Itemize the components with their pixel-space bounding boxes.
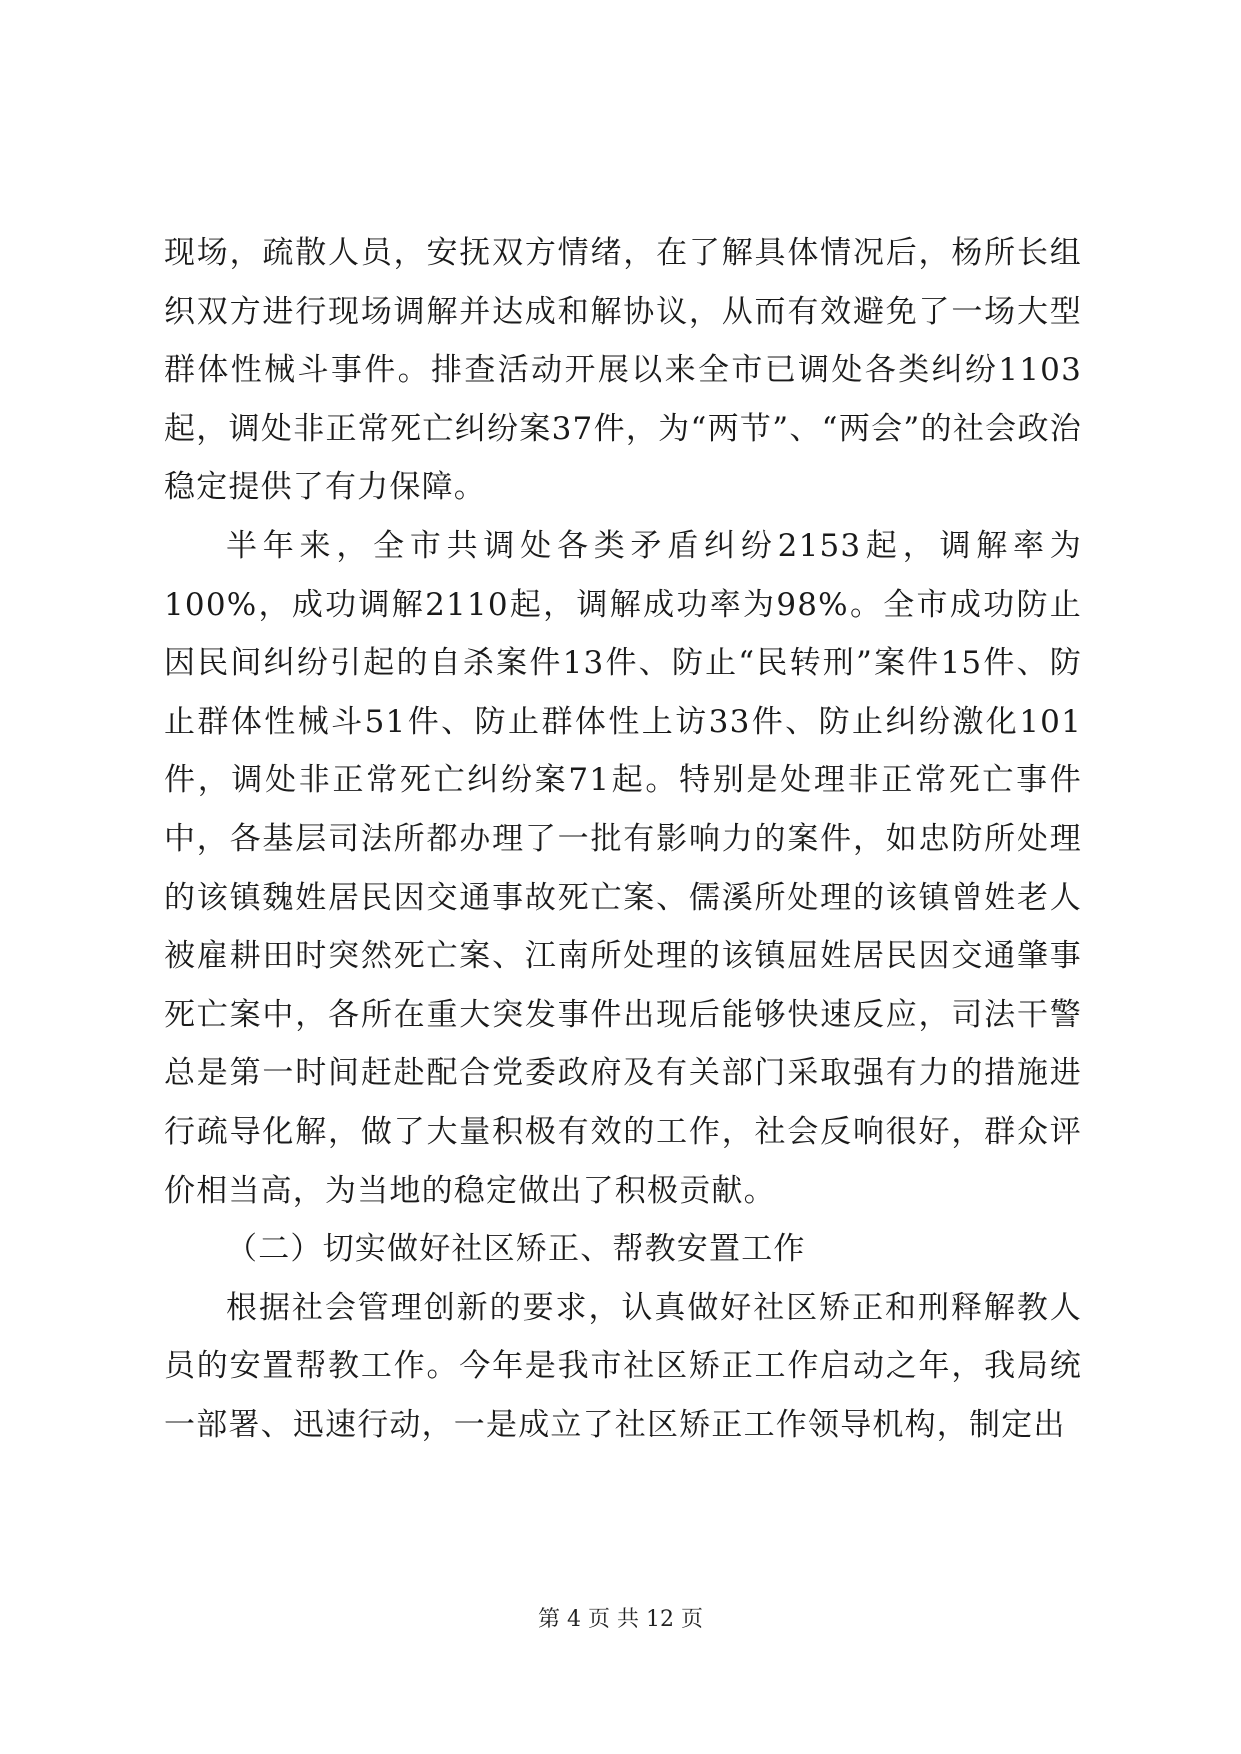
paragraph-continued: 现场，疏散人员，安抚双方情绪，在了解具体情况后，杨所长组织双方进行现场调解并达成和解协议，从而有效避免了一场大型群体性械斗事件。排查活动开展以来全市已调处各类纠纷1103起，调处非正常死亡纠纷案37件，为“两节”、“两会”的社会政治稳定提供了有力保障。 <box>164 235 1082 506</box>
section-heading: （二）切实做好社区矫正、帮教安置工作 <box>226 1231 806 1268</box>
paragraph-community-correction: 根据社会管理创新的要求，认真做好社区矫正和刑释解教人员的安置帮教工作。今年是我市社区矫正工作启动之年，我局统一部署、迅速行动，一是成立了社区矫正工作领导机构，制定出 <box>164 1289 1082 1443</box>
paragraph-half-year-summary: 半年来，全市共调处各类矛盾纠纷2153起，调解率为100%，成功调解2110起，调解成功率为98%。全市成功防止因民间纠纷引起的自杀案件13件、防止“民转刑”案件15件、防止群体性械斗51件、防止群体性上访33件、防止纠纷激化101件，调处非正常死亡纠纷案71起。特别是处理非正常死亡事件中，各基层司法所都办理了一批有影响力的案件，如忠防所处理的该镇魏姓居民因交通事故死亡案、儒溪所处理的该镇曾姓老人被雇耕田时突然死亡案、江南所处理的该镇屈姓居民因交通肇事死亡案中，各所在重大突发事件出现后能够快速反应，司法干警总是第一时间赶赴配合党委政府及有关部门采取强有力的措施进行疏导化解，做了大量积极有效的工作，社会反响很好，群众评价相当高，为当地的稳定做出了积极贡献。 <box>164 527 1082 1209</box>
document-body <box>164 224 1082 1454</box>
page-footer: 第 4 页 共 12 页 <box>538 1607 703 1632</box>
